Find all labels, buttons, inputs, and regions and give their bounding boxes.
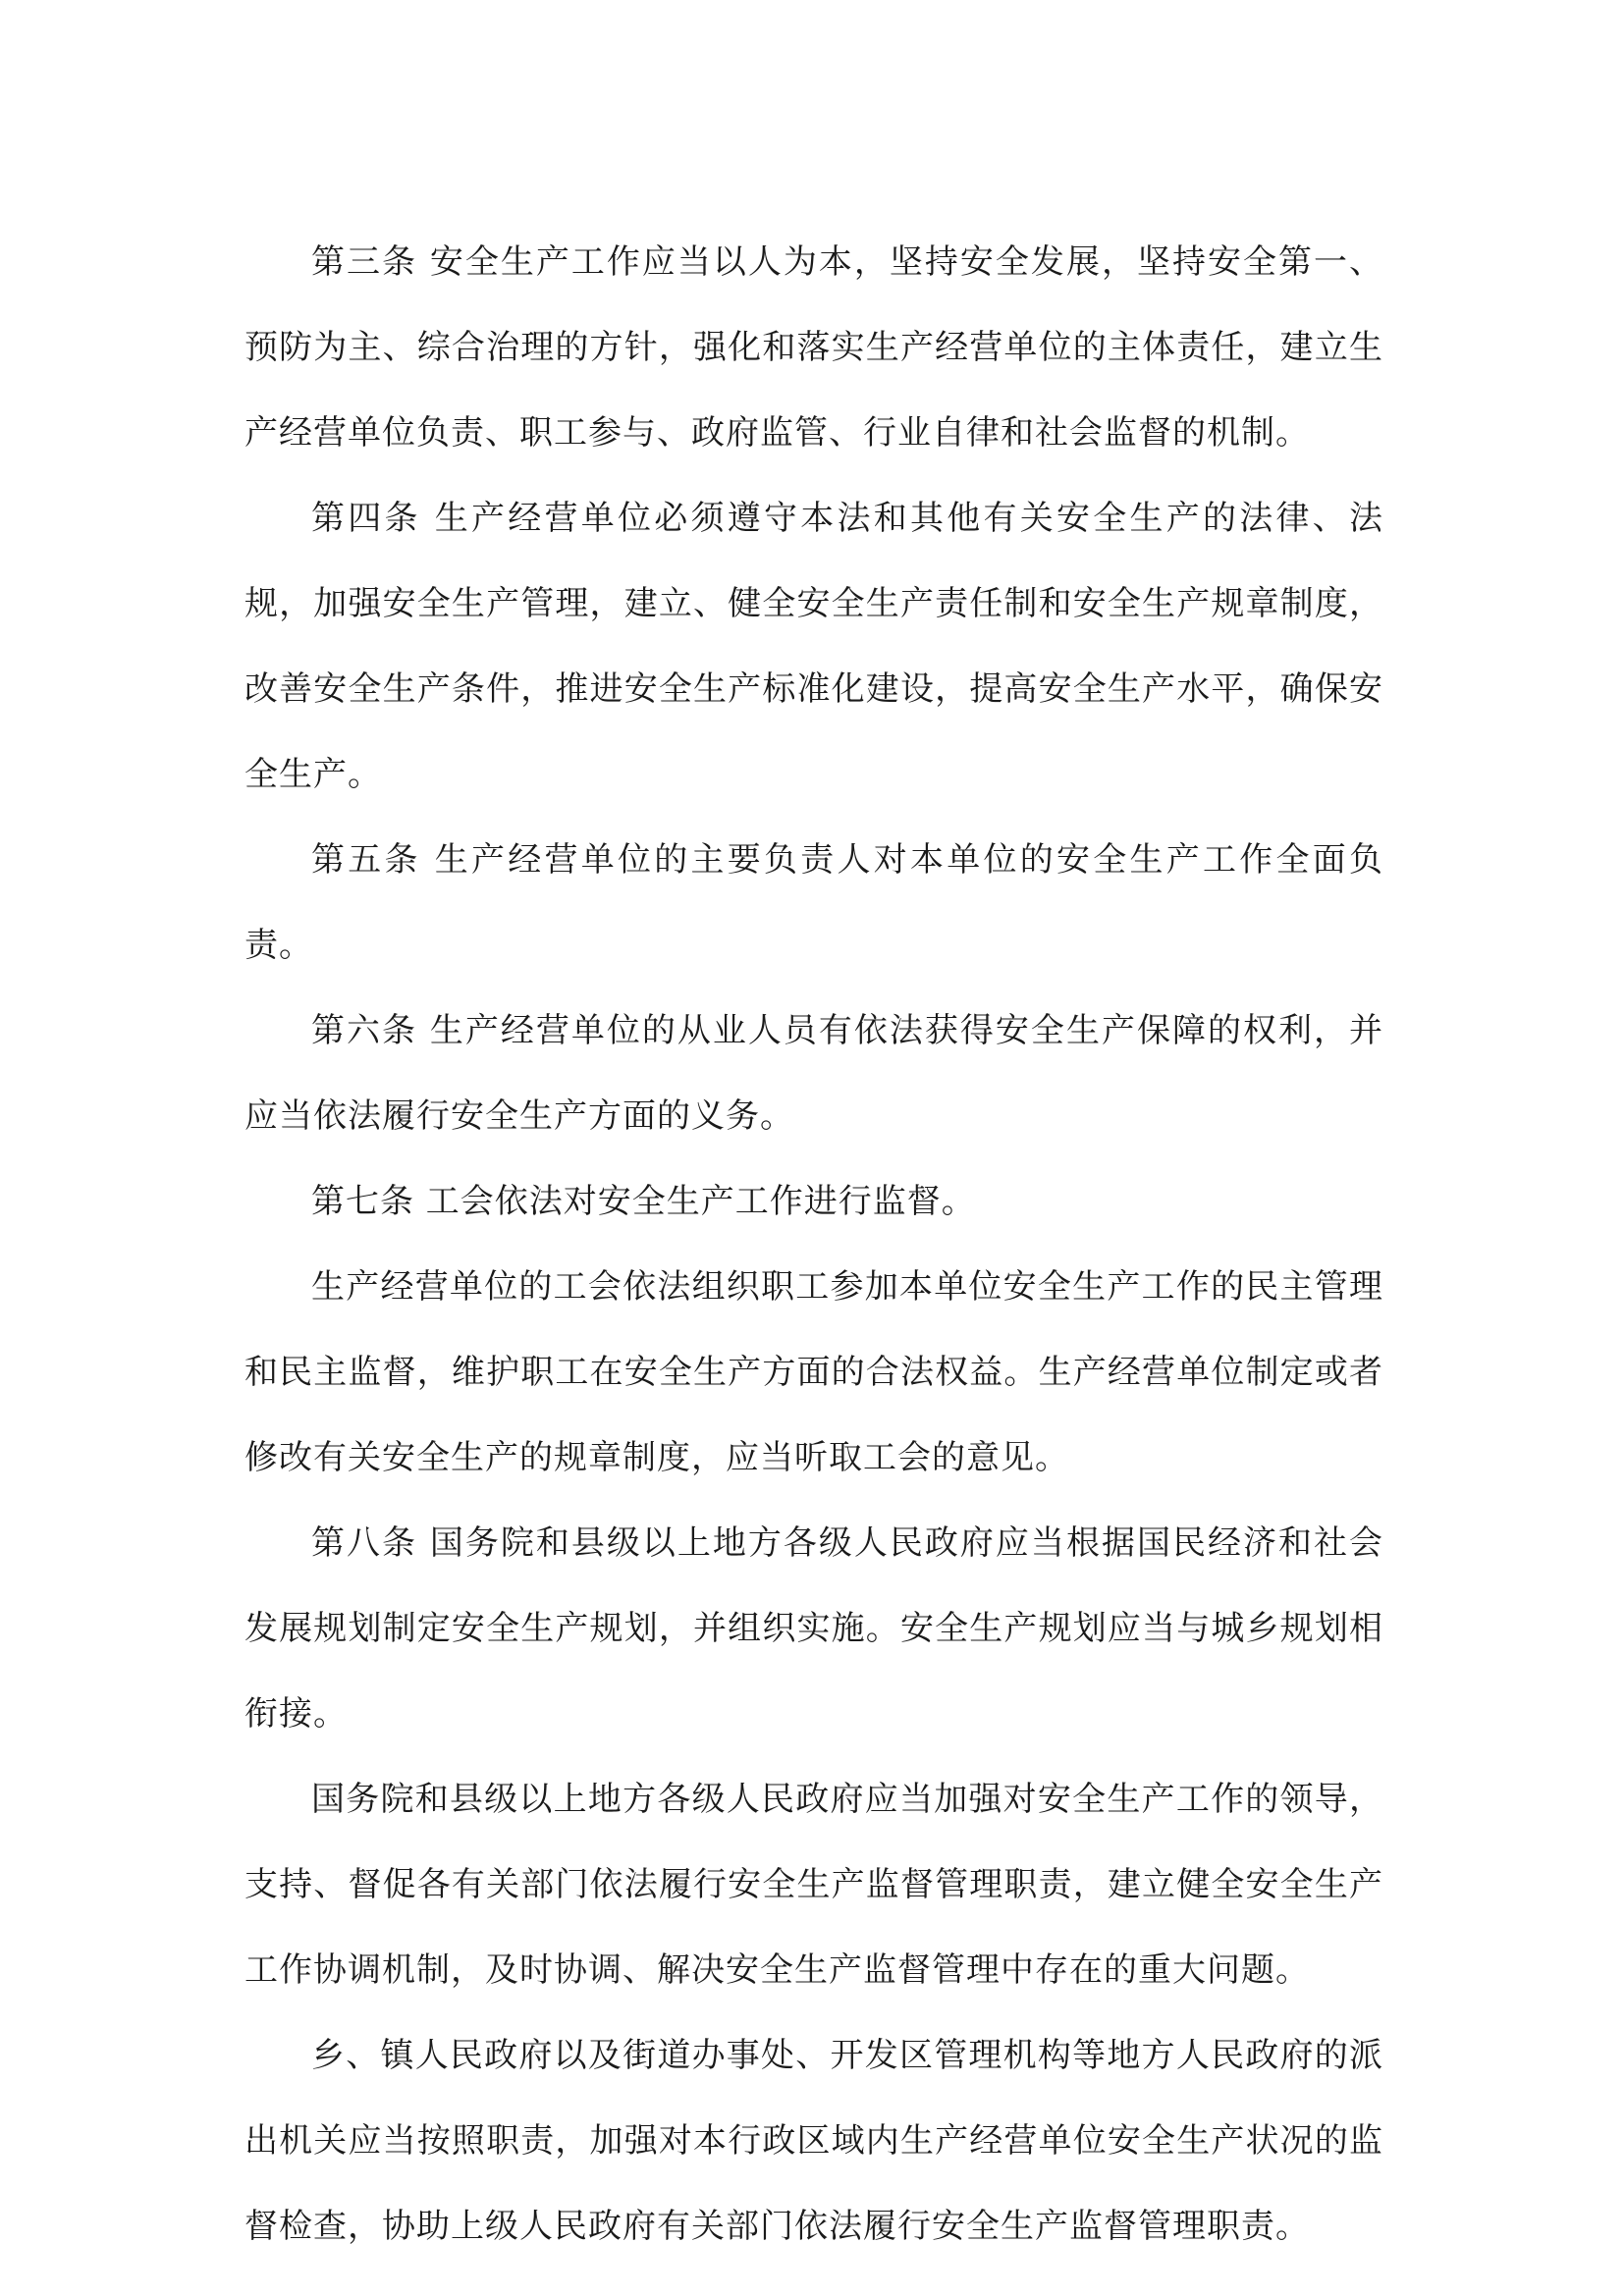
paragraph-article-4: 第四条 生产经营单位必须遵守本法和其他有关安全生产的法律、法规，加强安全生产管理，建立、健全安全生产责任制和安全生产规章制度，改善安全生产条件，推进安全生产标准化建设，提高安全生产水平，确保安全生产。 — [244, 499, 1383, 794]
paragraph-article-6: 第六条 生产经营单位的从业人员有依法获得安全生产保障的权利，并应当依法履行安全生产方面的义务。 — [244, 1011, 1383, 1136]
paragraph-article-8-township: 乡、镇人民政府以及街道办事处、开发区管理机构等地方人民政府的派出机关应当按照职责，加强对本行政区域内生产经营单位安全生产状况的监督检查，协助上级人民政府有关部门依法履行安全生产监督管理职责。 — [244, 2036, 1383, 2246]
paragraph-article-7-union: 生产经营单位的工会依法组织职工参加本单位安全生产工作的民主管理和民主监督，维护职工在安全生产方面的合法权益。生产经营单位制定或者修改有关安全生产的规章制度，应当听取工会的意见。 — [244, 1267, 1383, 1477]
paragraph-article-8: 第八条 国务院和县级以上地方各级人民政府应当根据国民经济和社会发展规划制定安全生产规划，并组织实施。安全生产规划应当与城乡规划相衔接。 — [244, 1523, 1383, 1734]
paragraph-article-8-leadership: 国务院和县级以上地方各级人民政府应当加强对安全生产工作的领导，支持、督促各有关部门依法履行安全生产监督管理职责，建立健全安全生产工作协调机制，及时协调、解决安全生产监督管理中存在的重大问题。 — [244, 1780, 1383, 1990]
document-body — [244, 220, 1383, 2269]
paragraph-article-3: 第三条 安全生产工作应当以人为本，坚持安全发展，坚持安全第一、预防为主、综合治理的方针，强化和落实生产经营单位的主体责任，建立生产经营单位负责、职工参与、政府监管、行业自律和社会监督的机制。 — [244, 242, 1383, 453]
paragraph-article-7: 第七条 工会依法对安全生产工作进行监督。 — [311, 1182, 976, 1221]
paragraph-article-5: 第五条 生产经营单位的主要负责人对本单位的安全生产工作全面负责。 — [244, 840, 1383, 965]
